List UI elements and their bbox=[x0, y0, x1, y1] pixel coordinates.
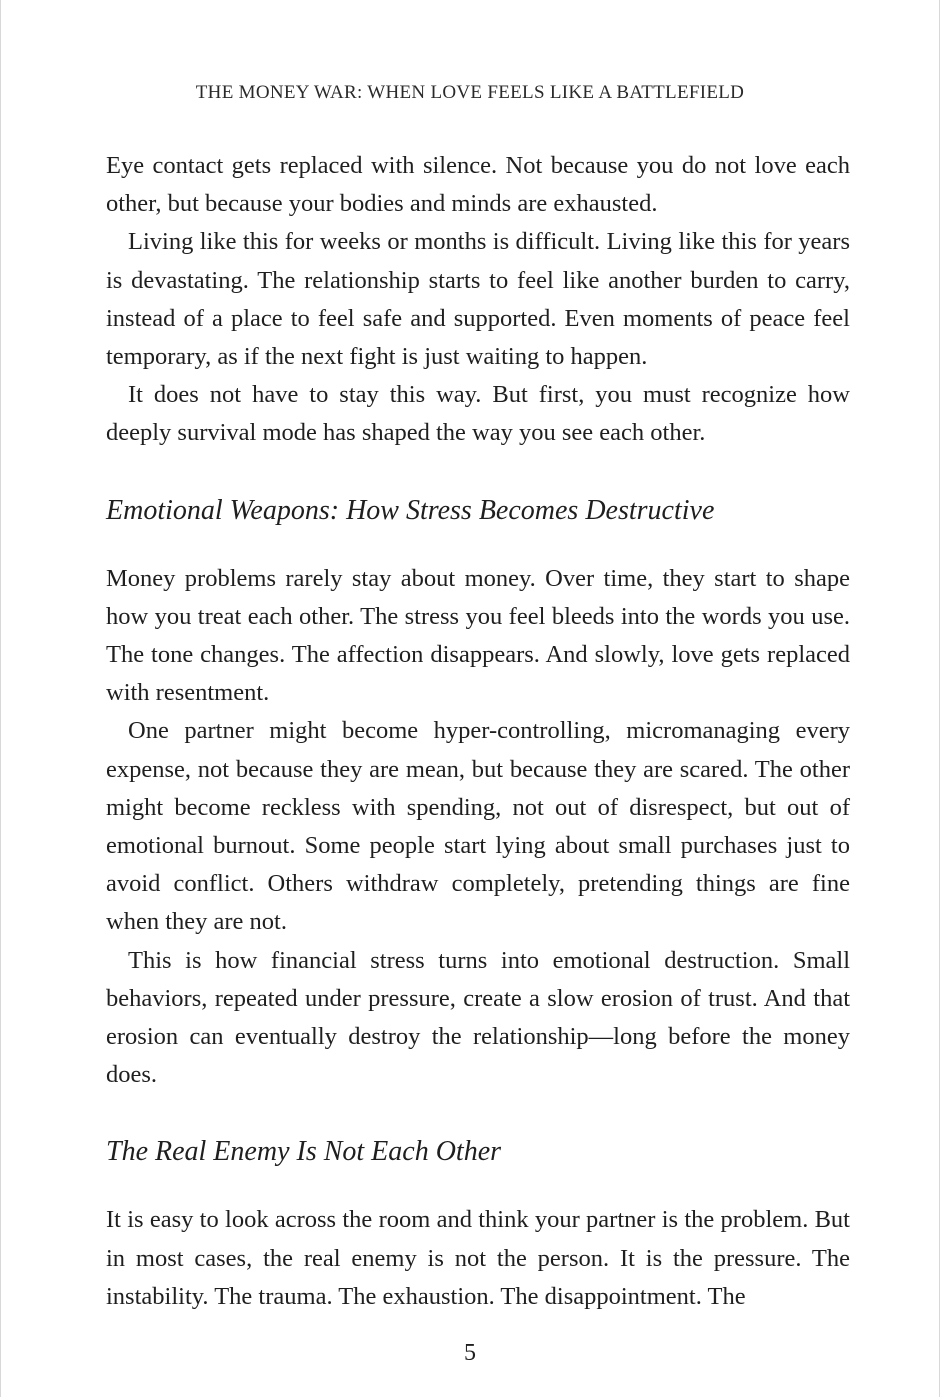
paragraph: It does not have to stay this way. But first, you must recognize how deeply survival mode has shaped the way you see each other. bbox=[106, 381, 850, 447]
paragraph: Eye contact gets replaced with silence. Not because you do not love each other, but because your bodies and minds are exhausted. bbox=[106, 152, 850, 218]
paragraph: One partner might become hyper-controlling, micromanaging every expense, not because they are mean, but because they are scared. The other might become reckless with spending, not out of disrespect, but out of emotional burnout. Some people start lying about small purchases just to avoid conflict. Others withdraw completely, pretending things are fine when they are not. bbox=[106, 717, 850, 936]
paragraph: This is how financial stress turns into emotional destruction. Small behaviors, repeated under pressure, create a slow erosion of trust. And that erosion can eventually destroy the relationship—long before the money does. bbox=[106, 946, 850, 1089]
paragraph: Living like this for weeks or months is difficult. Living like this for years is devastating. The relationship starts to feel like another burden to carry, instead of a place to feel safe and supported. Even moments of peace feel temporary, as if the next fight is just waiting to happen. bbox=[106, 228, 850, 371]
running-head: THE MONEY WAR: WHEN LOVE FEELS LIKE A BATTLEFIELD bbox=[195, 82, 745, 103]
paragraph: Money problems rarely stay about money. Over time, they start to shape how you treat each other. The stress you feel bleeds into the words you use. The tone changes. The affection disappears. And slowly, love gets replaced with resentment. bbox=[106, 564, 850, 707]
section-heading: Emotional Weapons: How Stress Becomes Destructive bbox=[106, 494, 715, 526]
page-body bbox=[106, 147, 850, 1316]
paragraph: It is easy to look across the room and think your partner is the problem. But in most cases, the real enemy is not the person. It is the pressure. The instability. The trauma. The exhaustion. The disappointment. The bbox=[106, 1206, 850, 1310]
section-heading: The Real Enemy Is Not Each Other bbox=[106, 1136, 502, 1168]
page-number: 5 bbox=[464, 1340, 476, 1366]
